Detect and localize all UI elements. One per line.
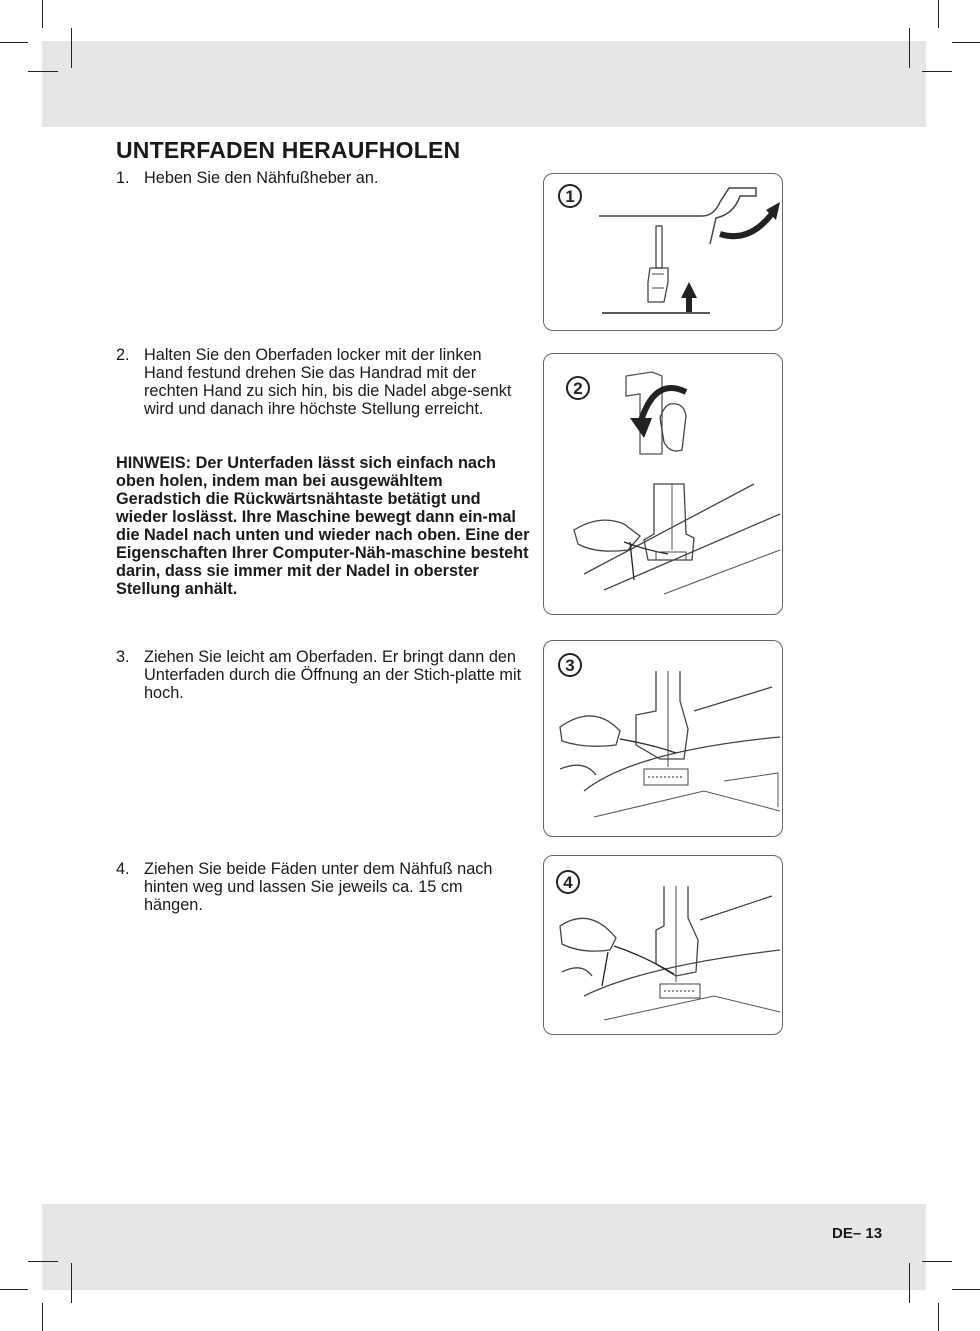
handwheel-illustration [544,354,782,614]
step-text: Ziehen Sie leicht am Oberfaden. Er bringt dann den Unterfaden durch die Öffnung an der Stich-platte mit hoch. [144,648,522,702]
crop-mark [909,28,910,68]
crop-mark [42,0,43,28]
crop-mark [71,1263,72,1303]
figure-4 [543,855,783,1035]
step-text: Heben Sie den Nähfußheber an. [144,169,379,187]
note-hint: HINWEIS: Der Unterfaden lässt sich einfach nach oben holen, indem man bei ausgewähltem Geradstich die Rückwärtsnähtaste betätigt und wieder loslässt. Ihre Maschine bewegt dann ein-mal die Nadel nach unten und wieder nach oben. Eine der Eigenschaften Ihrer Computer-Näh-maschine besteht darin, dass sie immer mit der Nadel in oberster Stellung anhält. [116,454,530,598]
step-number: 4. [116,860,130,878]
step-1 [116,169,526,187]
figure-badge: 1 [565,187,575,206]
crop-mark [909,1263,910,1303]
pull-threads-back-illustration [544,856,782,1034]
crop-mark [0,1289,28,1290]
step-3 [116,648,526,702]
presser-foot-lifter-illustration [544,174,782,330]
step-text: Halten Sie den Oberfaden locker mit der linken Hand festund drehen Sie das Handrad mit der rechten Hand zu sich hin, bis die Nadel abge-senkt wird und danach ihre höchste Stellung erreicht. [144,346,512,418]
crop-mark [28,1261,58,1262]
figure-badge: 2 [573,379,583,398]
crop-mark [28,71,58,72]
crop-mark [922,1261,952,1262]
figure-3 [543,640,783,837]
crop-mark [952,1289,980,1290]
crop-mark [42,1303,43,1331]
page-title: UNTERFADEN HERAUFHOLEN [116,137,461,163]
crop-mark [922,71,952,72]
page-number: DE– 13 [832,1225,883,1242]
crop-mark [938,1303,939,1331]
header-band [42,41,926,127]
figure-2 [543,353,783,615]
crop-mark [0,42,28,43]
step-4 [116,860,520,914]
crop-mark [938,0,939,28]
step-number: 3. [116,648,130,666]
crop-mark [71,28,72,68]
crop-mark [952,42,980,43]
step-number: 2. [116,346,130,364]
step-2 [116,346,520,418]
step-text: Ziehen Sie beide Fäden unter dem Nähfuß nach hinten weg und lassen Sie jeweils ca. 15 cm hängen. [144,860,493,914]
step-number: 1. [116,169,130,187]
figure-1 [543,173,783,331]
pull-upper-thread-illustration [544,641,782,836]
figure-badge: 3 [565,656,575,675]
figure-badge: 4 [563,873,573,892]
footer-band [42,1204,926,1290]
